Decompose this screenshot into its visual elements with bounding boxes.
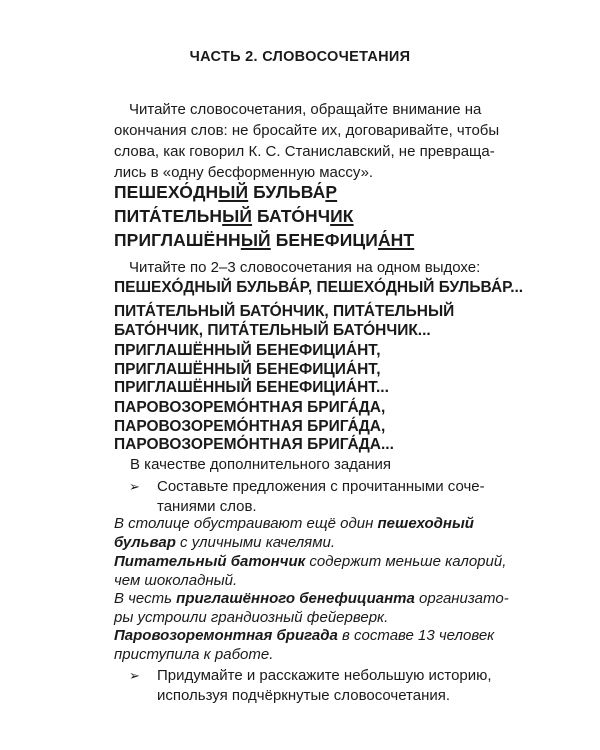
- example-3-phrase: приглашённого бенефицианта: [176, 590, 415, 607]
- phrase-3-part-2: БЕНЕФИЦИ: [270, 230, 378, 250]
- example-2-phrase: Питательный батончик: [114, 553, 306, 570]
- phrase-2: [114, 206, 354, 227]
- task-1-line-1: Составьте предложения с прочитанными сочe-: [157, 478, 485, 495]
- intro-paragraph: [114, 99, 534, 183]
- phrase-1-ending-2: Р: [325, 182, 338, 202]
- example-3: [114, 590, 509, 627]
- repetition-group-2: [114, 303, 454, 340]
- repetition-line: ПИТА́ТЕЛЬНЫЙ БАТО́НЧИК, ПИТА́ТЕЛЬНЫЙ: [114, 303, 455, 320]
- phrase-3: [114, 230, 414, 251]
- phrase-2-ending-2: ИК: [330, 206, 354, 226]
- example-2-text-end: чем шоколадный.: [114, 571, 238, 589]
- phrase-3-part-1: ПРИГЛАШЁНН: [114, 230, 241, 250]
- repetition-line: ПРИГЛАШЁННЫЙ БЕНЕФИЦИА́НТ,: [114, 360, 381, 378]
- phrase-1-ending-1: ЫЙ: [218, 182, 249, 202]
- repetition-line: ПРИГЛАШЁННЫЙ БЕНЕФИЦИА́НТ...: [114, 379, 389, 396]
- task-1-line-2: таниями слов.: [157, 498, 257, 515]
- example-3-text: В честь: [114, 590, 177, 607]
- breath-instruction: Читайте по 2–3 словосочетания на одном выдохе:: [129, 259, 481, 276]
- repetition-line: ПАРОВОЗОРЕМО́НТНАЯ БРИГА́ДА...: [114, 436, 394, 453]
- repetition-group-3: [114, 342, 389, 398]
- phrase-3-ending-2: А́НТ: [377, 230, 415, 250]
- example-1-phrase-part-1: пешеходный: [377, 515, 474, 532]
- bullet-arrow-icon: ➢: [129, 479, 140, 494]
- example-2-text: содержит меньше калорий,: [305, 553, 507, 570]
- repetition-line: ПЕШЕХО́ДНЫЙ БУЛЬВА́Р, ПЕШЕХО́ДНЫЙ БУЛЬВА́Р...: [114, 279, 524, 296]
- example-1-phrase-part-2: бульвар: [114, 533, 176, 551]
- task-1: [157, 477, 485, 517]
- task-2-line-1: Придумайте и расскажите небольшую историю,: [157, 667, 492, 684]
- intro-line-3: слова, как говорил К. С. Станиславский, не превраща-: [114, 143, 495, 160]
- example-4-phrase: Паровозоремонтная бригада: [114, 627, 338, 644]
- chapter-title: ЧАСТЬ 2. СЛОВОСОЧЕТАНИЯ: [189, 49, 411, 65]
- example-4-text: в составе 13 человек: [337, 627, 495, 644]
- bullet-arrow-icon-2: ➢: [129, 668, 140, 683]
- repetition-line: БАТО́НЧИК, ПИТА́ТЕЛЬНЫЙ БАТО́НЧИК...: [114, 321, 431, 339]
- repetition-line: ПАРОВОЗОРЕМО́НТНАЯ БРИГА́ДА,: [114, 399, 386, 416]
- task-2: [157, 666, 492, 706]
- repetition-group-1: [114, 279, 523, 298]
- example-4-text-end: приступила к работе.: [114, 645, 274, 663]
- example-4: [114, 627, 494, 664]
- example-2: [114, 553, 506, 590]
- extra-task-heading: В качестве дополнительного задания: [130, 456, 392, 473]
- intro-line-4: лись в «одну бесформенную массу».: [114, 164, 374, 181]
- repetition-line: ПАРОВОЗОРЕМО́НТНАЯ БРИГА́ДА,: [114, 417, 386, 435]
- intro-line-2: окончания слов: не бросайте их, договаривайте, чтобы: [114, 122, 500, 139]
- phrase-2-ending-1: ЫЙ: [222, 206, 253, 226]
- task-2-line-2: используя подчёркнутые словосочетания.: [157, 687, 451, 704]
- phrase-1-part-1: ПЕШЕХО́ДН: [114, 182, 219, 202]
- repetition-line: ПРИГЛАШЁННЫЙ БЕНЕФИЦИА́НТ,: [114, 342, 381, 359]
- repetition-group-4: [114, 399, 394, 455]
- phrase-3-ending-1: ЫЙ: [240, 230, 271, 250]
- example-1-text-end: с уличными качелями.: [175, 533, 335, 551]
- intro-line-1: Читайте словосочетания, обращайте внимание на: [129, 101, 482, 118]
- phrase-2-part-2: БАТО́НЧ: [252, 206, 331, 226]
- example-3-text-mid: организато-: [414, 590, 509, 607]
- example-3-text-end: ры устроили грандиозный фейерверк.: [114, 608, 389, 626]
- phrase-2-part-1: ПИТА́ТЕЛЬН: [114, 206, 223, 226]
- phrase-1-part-2: БУЛЬВА́: [248, 182, 326, 202]
- phrase-1: [114, 182, 337, 203]
- example-1-text: В столице обустраивают ещё один: [114, 515, 378, 532]
- example-1: [114, 515, 474, 552]
